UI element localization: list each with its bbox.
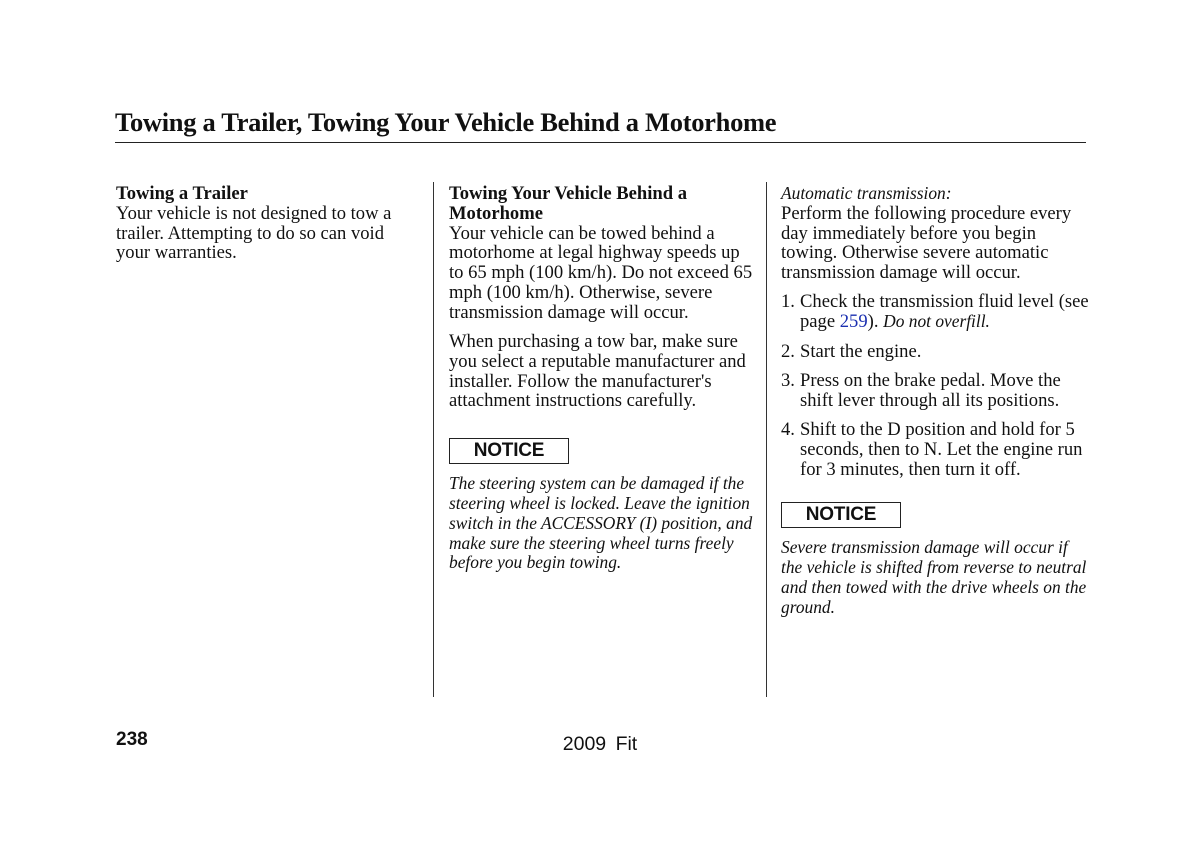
- column-divider-2: [766, 182, 767, 697]
- step-number: 3.: [781, 369, 795, 391]
- title-divider: [115, 142, 1086, 143]
- notice-container-steering: [449, 438, 754, 464]
- footer-model-name: 2009 Fit: [562, 733, 638, 755]
- column-towing-behind-motorhome: [449, 184, 754, 573]
- notice-badge: NOTICE: [449, 438, 569, 464]
- step-text: Check the transmission fluid level (see page: [800, 291, 1089, 333]
- procedure-step: [781, 371, 1091, 411]
- step-number: 1.: [781, 291, 795, 313]
- automatic-transmission-intro: Perform the following procedure every day immediately before you begin towing. Otherwise severe automatic transmission damage will occur.: [781, 202, 1072, 284]
- notice-badge: NOTICE: [781, 502, 901, 528]
- column-towing-trailer: [116, 184, 421, 263]
- procedure-step: [781, 292, 1091, 332]
- notice-container-transmission: [781, 502, 1091, 528]
- step-text-suffix: ).: [867, 311, 884, 333]
- step-warning: Do not overfill.: [883, 311, 990, 332]
- column-divider-1: [433, 182, 434, 697]
- column-automatic-transmission: [781, 184, 1091, 618]
- subheading-automatic-transmission: Automatic transmission:: [781, 183, 952, 203]
- page-number: 238: [116, 729, 148, 750]
- towing-trailer-body: Your vehicle is not designed to tow a trailer. Attempting to do so can void your warranties.: [116, 202, 392, 264]
- page-title: Towing a Trailer, Towing Your Vehicle Behind a Motorhome: [115, 107, 777, 137]
- section-heading-towing-trailer: Towing a Trailer: [116, 183, 248, 204]
- procedure-step: [781, 420, 1091, 479]
- motorhome-paragraph-2: When purchasing a tow bar, make sure you select a reputable manufacturer and installer. Follow the manufacturer's attachment instructions carefully.: [449, 331, 746, 412]
- step-number: 4.: [781, 418, 795, 440]
- notice-text-steering: The steering system can be damaged if the steering wheel is locked. Leave the ignition switch in the ACCESSORY (I) position, and make sure the steering wheel turns freely before you begin towing.: [449, 473, 753, 573]
- procedure-step: [781, 342, 1091, 362]
- step-text: Start the engine.: [800, 340, 922, 362]
- step-text: Press on the brake pedal. Move the shift lever through all its positions.: [800, 369, 1061, 411]
- notice-text-transmission: Severe transmission damage will occur if the vehicle is shifted from reverse to neutral and then towed with the drive wheels on the ground.: [781, 537, 1087, 617]
- motorhome-paragraph-1: Your vehicle can be towed behind a motorhome at legal highway speeds up to 65 mph (100 km/h). Do not exceed 65 mph (100 km/h). Otherwise, severe transmission damage will occur.: [449, 222, 753, 323]
- step-text: Shift to the D position and hold for 5 seconds, then to N. Let the engine run for 3 minutes, then turn it off.: [800, 418, 1083, 480]
- step-number: 2.: [781, 340, 795, 362]
- section-heading-motorhome: Towing Your Vehicle Behind a Motorhome: [449, 183, 688, 224]
- page-reference-link[interactable]: 259: [839, 311, 868, 333]
